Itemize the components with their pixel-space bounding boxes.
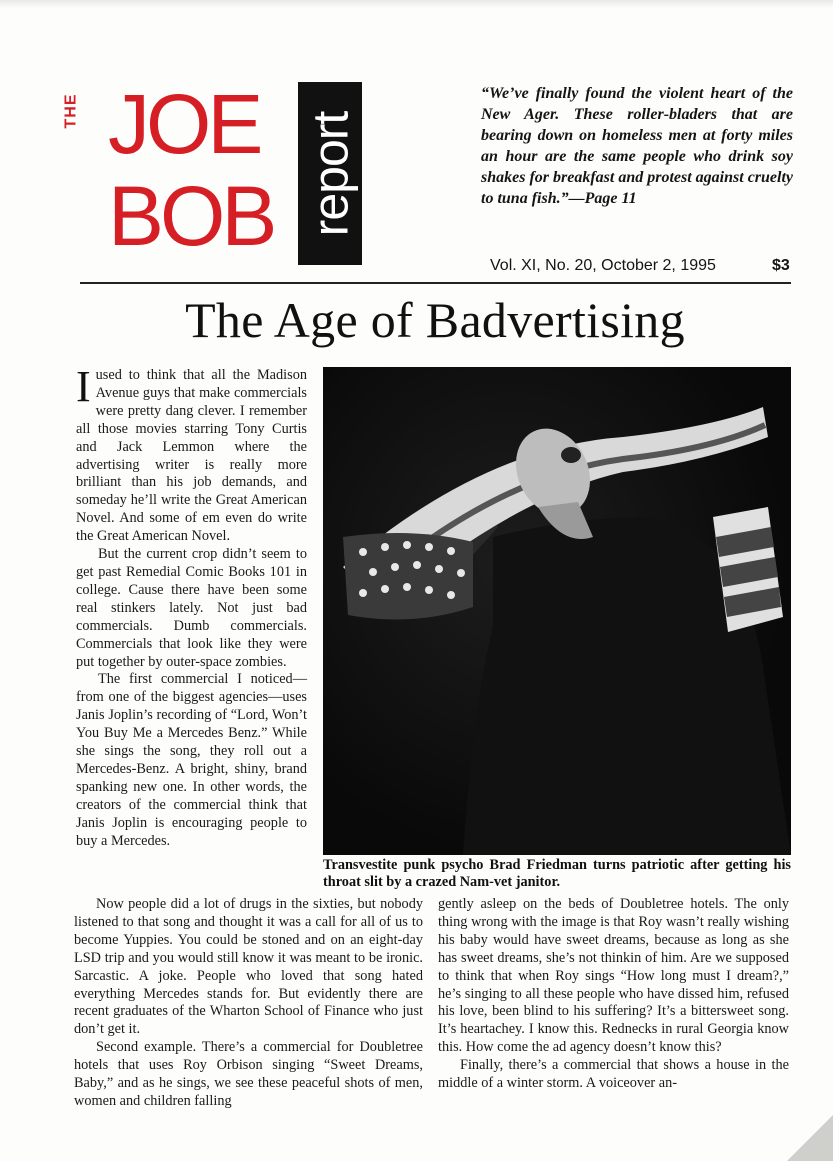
article-column-left <box>76 362 307 850</box>
page-edge <box>0 0 833 8</box>
article-paragraph: Now people did a lot of drugs in the sixties, but nobody listened to that song and thought it was a call for all of us to become Yuppies. You could be stoned and on an eight-day LSD trip and you would still know it was meant to be ironic. Sarcastic. A joke. People who loved that song hated everything Mercedes stands for. But evidently there are recent graduates of the Wharton School of Finance who just don’t get it. <box>74 896 423 1038</box>
issue-price: $3 <box>772 257 790 274</box>
pull-quote: “We’ve finally found the violent heart of the New Ager. These roller-bladers that are bearing down on homeless men at forty miles an hour are the same people who drink soy shakes for breakfast and protest against cruelty to tuna fish.”—Page 11 <box>481 85 794 207</box>
article-paragraph: gently asleep on the beds of Doubletree hotels. The only thing wrong with the image is that Roy wasn’t really wishing his baby would have sweet dreams, because as long as she has sweet dreams, she’s not thinkin of him. Are we supposed to think that when Roy sings “How long must I dream?,” he’s singing to all these people who have dissed him, refused his love, been blind to his suffering? It’s a bittersweet song. It’s heartachey. I know this. Rednecks in rural Georgia know this. How come the ad agency doesn’t know this? <box>438 896 789 1056</box>
photo-caption: Transvestite punk psycho Brad Friedman turns patriotic after getting his throat slit by a crazed Nam-vet janitor. <box>323 857 791 890</box>
article-paragraph: Second example. There’s a commercial for Doubletree hotels that uses Roy Orbison singing “Sweet Dreams, Baby,” and as he sings, we see these peaceful shots of men, women and children falling <box>74 1039 423 1109</box>
article-headline: The Age of Badvertising <box>185 292 685 348</box>
article-photo <box>323 367 791 855</box>
logo-bob: BOB <box>108 169 274 263</box>
issue-info: Vol. XI, No. 20, October 2, 1995 <box>490 257 716 274</box>
article-paragraph <box>76 362 307 546</box>
article-column-bottom-right <box>438 896 789 1093</box>
flag-photo-illustration <box>323 367 791 855</box>
logo-the: THE <box>62 93 80 129</box>
drop-cap: I <box>76 362 91 411</box>
logo-joe: JOE <box>108 77 260 171</box>
masthead-rule <box>80 282 791 284</box>
article-paragraph: Finally, there’s a commercial that shows a house in the middle of a winter storm. A voiceover an- <box>438 1057 789 1092</box>
joe-bob-report-logo <box>62 77 365 265</box>
logo-report: report <box>302 111 358 236</box>
logo-report-box <box>298 82 362 265</box>
paragraph-text: used to think that all the Madison Avenue guys that make commercials were pretty dang clever. I remember all those movies starring Tony Curtis and Jack Lemmon where the advertising writer is really more brilliant than his job demands, and someday he’ll write the Great American Novel. And some of em even do write the Great American Novel. <box>76 367 307 545</box>
article-paragraph: The first commercial I noticed—from one of the biggest agencies—uses Janis Joplin’s recording of “Lord, Won’t You Buy Me a Mercedes Benz.” While she sings the song, they roll out a Mercedes-Benz. A bright, shiny, brand spanking new one. In other words, the creators of the commercial think that Janis Joplin is encouraging people to buy a Mercedes. <box>76 671 307 849</box>
page-corner-fold <box>787 1115 833 1161</box>
article-column-bottom-left <box>74 896 423 1111</box>
article-paragraph: But the current crop didn’t seem to get past Remedial Comic Books 101 in college. Cause there have been some real stinkers lately. Not just bad commercials. Dumb commercials. Commercials that look like they were put together by outer-space zombies. <box>76 546 307 670</box>
